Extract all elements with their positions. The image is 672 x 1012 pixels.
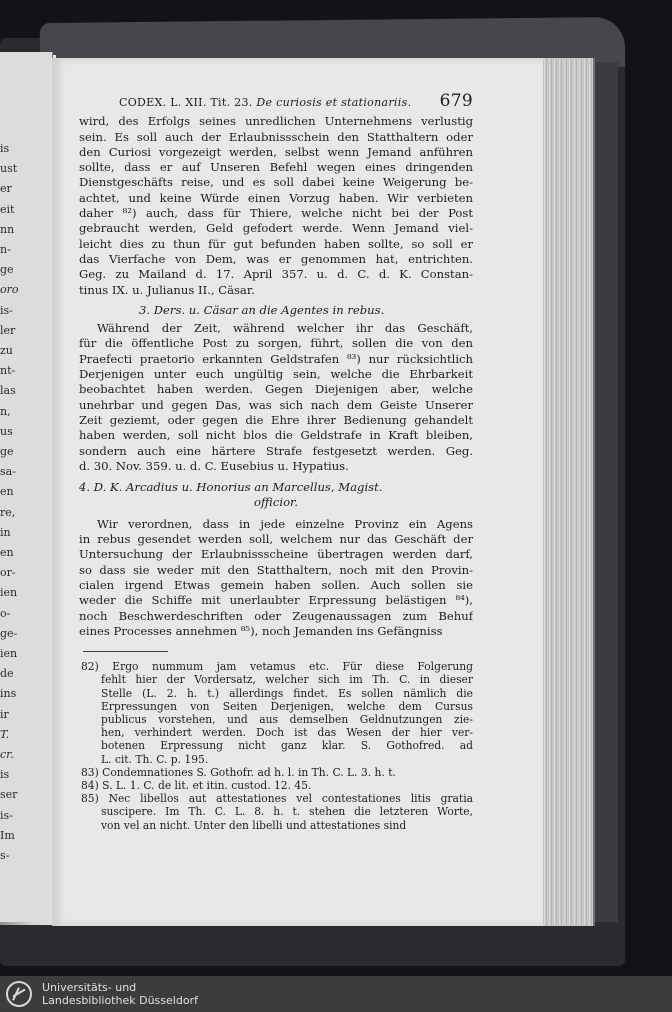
text-line: den Curiosi vorgezeigt werden, selbst wenn Jemand anführen (79, 144, 473, 159)
left-page-fragment: oro (0, 283, 19, 297)
left-page-fragment: de (0, 667, 14, 681)
text-line: leicht dies zu thun für gut befunden haben sollte, so soll er (79, 236, 473, 251)
text-line: das Vierfache von Dem, was er genommen hat, entrichten. (79, 251, 473, 266)
left-page-fragment: ge (0, 263, 14, 277)
left-page-fragment: n, (0, 404, 11, 418)
text-line: Untersuchung der Erlaubnissscheine übertragen werden darf, (79, 547, 473, 562)
library-name-line2: Landesbibliothek Düsseldorf (42, 994, 198, 1007)
left-page-fragment: is- (0, 808, 13, 822)
left-page-fragment: o- (0, 606, 11, 620)
text-line: achtet, und keine Würde einen Vorzug haben. Wir verbieten (79, 190, 473, 205)
left-page-fragment: re, (0, 505, 16, 519)
footnote-line: Erpressungen von Seiten Derjenigen, welche dem Cursus (101, 699, 473, 713)
footnote-line: hen, verhindert werden. Doch ist das Wesen der hier ver- (101, 726, 473, 740)
text-line: Dienstgeschäfts reise, und es soll dabei keine Weigerung be- (79, 175, 473, 190)
footnote-line: publicus vorstehen, und aus demselben Geldnutzungen zie- (101, 712, 473, 726)
text-line: wird, des Erfolgs seines unredlichen Unternehmens verlustig (79, 114, 473, 129)
left-page-fragment: sa- (0, 465, 16, 479)
text-line: für die öffentliche Post zu sorgen, führt, sollen die von den (79, 336, 473, 351)
text-line: weder die Schiffe mit unerlaubter Erpressung belästigen ⁸⁴), (79, 593, 473, 608)
paragraph-1 (79, 114, 473, 298)
footnote-line: 84) S. L. 1. C. de lit. et itin. custod. 12. 45. (81, 778, 312, 792)
left-page-fragment: in (0, 525, 11, 539)
text-line: Während der Zeit, während welcher ihr das Geschäft, (97, 321, 473, 336)
section-heading-4: 4. D. K. Arcadius u. Honorius an Marcellus, Magist. (79, 480, 383, 495)
text-line: so dass sie weder mit den Statthaltern, noch mit den Provin- (79, 562, 473, 577)
left-page-fragment: n- (0, 243, 11, 256)
text-line: tinus IX. u. Julianus II., Cäsar. (79, 282, 255, 297)
library-name-line1: Universitäts- und (42, 981, 137, 994)
left-page-fragment: ge (0, 445, 14, 458)
left-page (0, 52, 53, 922)
left-page-fragment: en (0, 546, 14, 559)
paragraph-2 (79, 321, 473, 474)
left-page-fragment: ir (0, 707, 9, 721)
left-page-fragment: ust (0, 162, 18, 176)
left-page-fragment: er (0, 182, 12, 196)
left-page-fragment: nt- (0, 364, 16, 378)
text-line: haben werden, soll nicht blos die Geldstrafe in Kraft bleiben, (79, 428, 473, 443)
section-heading-3: 3. Ders. u. Cäsar an die Agentes in rebus. (139, 302, 385, 317)
left-page-fragment: ins (0, 687, 17, 701)
left-page-fragment: ser (0, 788, 18, 802)
text-line: sondern auch eine härtere Strafe festgesetzt werden. Geg. (79, 443, 473, 458)
text-line: daher ⁸²) auch, dass für Thiere, welche nicht bei der Post (79, 206, 473, 221)
left-page-fragment: us (0, 424, 13, 438)
running-head-title (119, 95, 411, 110)
text-line: in rebus gesendet werden soll, welchem nur das Geschäft der (79, 532, 473, 547)
text-line: noch Beschwerdeschriften oder Zeugenaussagen zum Behuf (79, 608, 473, 623)
left-page-fragment: las (0, 384, 16, 398)
footnote-line: L. cit. Th. C. p. 195. (101, 752, 209, 766)
text-line: cialen irgend Etwas gemein haben sollen. Auch sollen sie (79, 577, 473, 592)
left-page-fragment: is- (0, 303, 13, 317)
running-head (119, 91, 473, 111)
left-page-fragment: Im (0, 828, 15, 842)
library-name (42, 981, 198, 1007)
footnote-rule (83, 651, 168, 652)
left-page-fragment: en (0, 485, 14, 499)
left-page-fragment: or- (0, 566, 16, 580)
left-page-fragment: ien (0, 586, 18, 600)
left-page-fragment: is (0, 768, 10, 782)
text-line: unehrbar und gegen Das, was sich nach dem Geiste Unserer (79, 397, 473, 412)
running-head-codex: CODEX. L. XII. Tit. 23. (119, 96, 253, 109)
text-line: Derjenigen unter euch ungültig sein, welche die Ehrbarkeit (79, 367, 473, 382)
left-page-fragment: ler (0, 323, 16, 337)
left-page-fragment: zu (0, 344, 13, 357)
footnote-line: von vel an nicht. Unter den libelli und attestationes sind (101, 818, 407, 832)
text-line: sollte, dass er auf Unseren Befehl wegen eines dringenden (79, 160, 473, 175)
text-line: Zeit geziemt, oder gegen die Ehre ihrer Bedienung gehandelt (79, 412, 473, 427)
text-line: sein. Es soll auch der Erlaubnissschein den Statthaltern oder (79, 129, 473, 144)
footnote-line: botenen Erpressung nicht ganz klar. S. Gothofred. ad (101, 739, 473, 753)
left-page-fragment: nn (0, 222, 15, 236)
page-number: 679 (439, 91, 473, 111)
paragraph-3 (79, 517, 473, 639)
footnote-line: 83) Condemnationes S. Gothofr. ad h. l. in Th. C. L. 3. h. t. (81, 765, 396, 779)
footnote-line: suscipere. Im Th. C. L. 8. h. t. stehen die letzteren Worte, (101, 805, 473, 819)
left-page-fragment: ien (0, 647, 18, 660)
footnote-line: fehlt hier der Vordersatz, welcher sich im Th. C. in dieser (101, 673, 473, 687)
text-line: Geg. zu Mailand d. 17. April 357. u. d. C. d. K. Constan- (79, 267, 473, 282)
left-page-fragment: is (0, 142, 10, 155)
left-page-fragment: ge- (0, 626, 18, 640)
text-line: beobachtet haben werden. Gegen Diejenigen aber, welche (79, 382, 473, 397)
left-page-fragment: eit (0, 202, 15, 216)
footnote-line: 82) Ergo nummum jam vetamus etc. Für diese Folgerung (81, 660, 473, 674)
footnote-line: 85) Nec libellos aut attestationes vel contestationes litis gratia (81, 792, 473, 806)
footnote-line: Stelle (L. 2. h. t.) allerdings findet. Es sollen nämlich die (101, 686, 473, 700)
page-text (79, 91, 473, 832)
text-line: eines Processes annehmen ⁸⁵), noch Jemanden ins Gefängniss (79, 623, 443, 638)
page-fore-edge (543, 58, 595, 926)
section-heading-4-cont: officior. (253, 495, 299, 510)
text-line: Praefecti praetorio erkannten Geldstrafen ⁸³) nur rücksichtlich (79, 351, 473, 366)
library-banner (0, 976, 672, 1012)
left-page-fragment: cr. (0, 748, 14, 761)
text-line: Wir verordnen, dass in jede einzelne Provinz ein Agens (97, 516, 473, 531)
library-logo-icon (6, 981, 32, 1007)
left-page-fragment: s- (0, 849, 10, 862)
text-line: d. 30. Nov. 359. u. d. C. Eusebius u. Hypatius. (79, 458, 349, 473)
text-line: gebraucht werden, Geld gefodert werde. Wenn Jemand viel- (79, 221, 473, 236)
footnotes (79, 660, 473, 832)
left-page-fragment: T. (0, 727, 10, 741)
running-head-subject: De curiosis et stationariis. (256, 96, 412, 109)
